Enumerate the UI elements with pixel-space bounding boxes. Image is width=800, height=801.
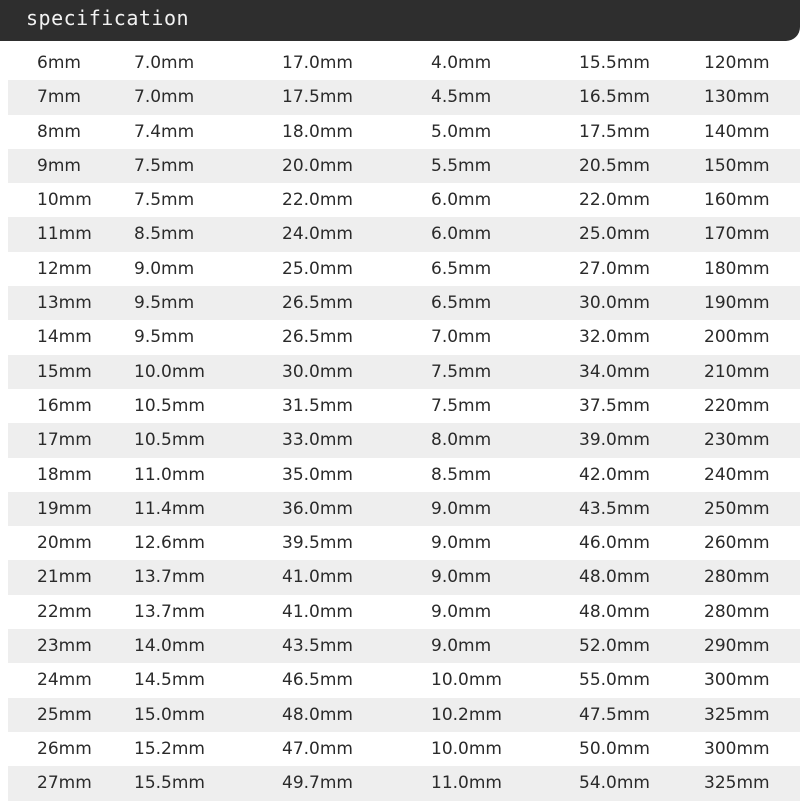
table-cell: 190mm bbox=[704, 293, 770, 314]
table-cell: 8.5mm bbox=[431, 464, 492, 485]
table-cell: 14.0mm bbox=[134, 636, 205, 657]
table-cell: 7.5mm bbox=[431, 395, 492, 416]
table-cell: 15.5mm bbox=[579, 53, 650, 73]
table-cell: 9.0mm bbox=[134, 258, 195, 279]
table-cell: 37.5mm bbox=[579, 395, 650, 416]
table-row bbox=[8, 355, 800, 389]
table-row bbox=[8, 217, 800, 251]
table-cell: 6.5mm bbox=[431, 258, 492, 279]
table-cell: 11.0mm bbox=[134, 464, 205, 485]
table-cell: 26.5mm bbox=[282, 293, 353, 314]
table-cell: 300mm bbox=[704, 738, 770, 759]
table-cell: 48.0mm bbox=[579, 567, 650, 588]
table-cell: 280mm bbox=[704, 567, 770, 588]
table-row bbox=[8, 698, 800, 732]
table-cell: 4.0mm bbox=[431, 53, 492, 73]
table-cell: 9.5mm bbox=[134, 327, 195, 348]
table-cell: 50.0mm bbox=[579, 738, 650, 759]
table-cell: 48.0mm bbox=[579, 601, 650, 622]
table-cell: 24mm bbox=[37, 670, 92, 691]
table-cell: 10.5mm bbox=[134, 395, 205, 416]
table-cell: 17.5mm bbox=[579, 121, 650, 142]
table-cell: 18.0mm bbox=[282, 121, 353, 142]
table-cell: 22mm bbox=[37, 601, 92, 622]
table-row bbox=[8, 423, 800, 457]
table-cell: 10.5mm bbox=[134, 430, 205, 451]
table-cell: 8.5mm bbox=[134, 224, 195, 245]
table-cell: 22.0mm bbox=[579, 190, 650, 211]
table-cell: 12mm bbox=[37, 258, 92, 279]
table-cell: 7.0mm bbox=[431, 327, 492, 348]
table-cell: 7.5mm bbox=[431, 361, 492, 382]
table-cell: 280mm bbox=[704, 601, 770, 622]
table-cell: 13.7mm bbox=[134, 567, 205, 588]
table-cell: 26mm bbox=[37, 738, 92, 759]
table-row bbox=[8, 663, 800, 697]
table-cell: 11mm bbox=[37, 224, 92, 245]
table-row bbox=[8, 183, 800, 217]
table-cell: 10.0mm bbox=[431, 670, 502, 691]
table-cell: 14.5mm bbox=[134, 670, 205, 691]
table-cell: 170mm bbox=[704, 224, 770, 245]
page-title: specification bbox=[26, 6, 190, 30]
table-row bbox=[8, 766, 800, 800]
table-cell: 22.0mm bbox=[282, 190, 353, 211]
table-cell: 18mm bbox=[37, 464, 92, 485]
table-cell: 15.5mm bbox=[134, 773, 205, 794]
table-cell: 54.0mm bbox=[579, 773, 650, 794]
table-cell: 21mm bbox=[37, 567, 92, 588]
table-cell: 8mm bbox=[37, 121, 81, 142]
table-cell: 47.0mm bbox=[282, 738, 353, 759]
table-cell: 9mm bbox=[37, 155, 81, 176]
table-cell: 240mm bbox=[704, 464, 770, 485]
table-cell: 11.4mm bbox=[134, 498, 205, 519]
table-cell: 260mm bbox=[704, 533, 770, 554]
table-cell: 7.5mm bbox=[134, 155, 195, 176]
table-cell: 230mm bbox=[704, 430, 770, 451]
table-row bbox=[8, 560, 800, 594]
table-cell: 250mm bbox=[704, 498, 770, 519]
table-cell: 11.0mm bbox=[431, 773, 502, 794]
table-cell: 48.0mm bbox=[282, 704, 353, 725]
table-cell: 6.0mm bbox=[431, 190, 492, 211]
table-cell: 9.0mm bbox=[431, 567, 492, 588]
table-cell: 9.0mm bbox=[431, 636, 492, 657]
table-cell: 34.0mm bbox=[579, 361, 650, 382]
table-row bbox=[8, 629, 800, 663]
table-row bbox=[8, 80, 800, 114]
table-cell: 7.0mm bbox=[134, 53, 195, 73]
table-row bbox=[8, 286, 800, 320]
table-cell: 32.0mm bbox=[579, 327, 650, 348]
table-row bbox=[8, 389, 800, 423]
table-cell: 52.0mm bbox=[579, 636, 650, 657]
table-cell: 9.5mm bbox=[134, 293, 195, 314]
table-cell: 9.0mm bbox=[431, 533, 492, 554]
table-row bbox=[8, 492, 800, 526]
table-cell: 180mm bbox=[704, 258, 770, 279]
table-cell: 46.5mm bbox=[282, 670, 353, 691]
table-cell: 6.0mm bbox=[431, 224, 492, 245]
table-cell: 160mm bbox=[704, 190, 770, 211]
table-cell: 6mm bbox=[37, 53, 81, 73]
table-cell: 9.0mm bbox=[431, 498, 492, 519]
table-cell: 39.0mm bbox=[579, 430, 650, 451]
table-cell: 41.0mm bbox=[282, 567, 353, 588]
table-cell: 130mm bbox=[704, 87, 770, 108]
table-cell: 23mm bbox=[37, 636, 92, 657]
table-cell: 6.5mm bbox=[431, 293, 492, 314]
table-cell: 10.0mm bbox=[134, 361, 205, 382]
table-row bbox=[8, 458, 800, 492]
table-cell: 17mm bbox=[37, 430, 92, 451]
table-cell: 140mm bbox=[704, 121, 770, 142]
header-bar bbox=[0, 0, 800, 41]
table-cell: 33.0mm bbox=[282, 430, 353, 451]
table-cell: 35.0mm bbox=[282, 464, 353, 485]
table-cell: 47.5mm bbox=[579, 704, 650, 725]
table-cell: 55.0mm bbox=[579, 670, 650, 691]
table-cell: 39.5mm bbox=[282, 533, 353, 554]
table-cell: 290mm bbox=[704, 636, 770, 657]
table-cell: 41.0mm bbox=[282, 601, 353, 622]
table-cell: 16.5mm bbox=[579, 87, 650, 108]
table-cell: 5.5mm bbox=[431, 155, 492, 176]
table-cell: 17.0mm bbox=[282, 53, 353, 73]
table-cell: 7.5mm bbox=[134, 190, 195, 211]
table-cell: 30.0mm bbox=[282, 361, 353, 382]
table-row bbox=[8, 252, 800, 286]
table-cell: 120mm bbox=[704, 53, 770, 73]
table-cell: 25.0mm bbox=[579, 224, 650, 245]
table-row bbox=[8, 149, 800, 183]
table-cell: 200mm bbox=[704, 327, 770, 348]
table-cell: 13mm bbox=[37, 293, 92, 314]
table-cell: 14mm bbox=[37, 327, 92, 348]
table-cell: 325mm bbox=[704, 704, 770, 725]
table-cell: 17.5mm bbox=[282, 87, 353, 108]
table-cell: 5.0mm bbox=[431, 121, 492, 142]
table-cell: 15.2mm bbox=[134, 738, 205, 759]
table-cell: 220mm bbox=[704, 395, 770, 416]
table-cell: 12.6mm bbox=[134, 533, 205, 554]
table-cell: 27mm bbox=[37, 773, 92, 794]
table-cell: 150mm bbox=[704, 155, 770, 176]
table-cell: 15.0mm bbox=[134, 704, 205, 725]
table-cell: 7.4mm bbox=[134, 121, 195, 142]
table-cell: 26.5mm bbox=[282, 327, 353, 348]
table-row bbox=[8, 320, 800, 354]
table-row bbox=[8, 595, 800, 629]
table-cell: 46.0mm bbox=[579, 533, 650, 554]
table-cell: 43.5mm bbox=[579, 498, 650, 519]
table-cell: 31.5mm bbox=[282, 395, 353, 416]
table-cell: 300mm bbox=[704, 670, 770, 691]
table-cell: 13.7mm bbox=[134, 601, 205, 622]
table-cell: 36.0mm bbox=[282, 498, 353, 519]
table-cell: 7mm bbox=[37, 87, 81, 108]
table-cell: 9.0mm bbox=[431, 601, 492, 622]
table-row bbox=[8, 115, 800, 149]
table-cell: 27.0mm bbox=[579, 258, 650, 279]
table-cell: 8.0mm bbox=[431, 430, 492, 451]
table-cell: 7.0mm bbox=[134, 87, 195, 108]
table-row bbox=[8, 526, 800, 560]
table-cell: 25.0mm bbox=[282, 258, 353, 279]
table-cell: 43.5mm bbox=[282, 636, 353, 657]
table-row bbox=[8, 46, 800, 80]
table-cell: 20.5mm bbox=[579, 155, 650, 176]
table-cell: 42.0mm bbox=[579, 464, 650, 485]
table-cell: 19mm bbox=[37, 498, 92, 519]
table-cell: 10.2mm bbox=[431, 704, 502, 725]
table-cell: 49.7mm bbox=[282, 773, 353, 794]
table-cell: 210mm bbox=[704, 361, 770, 382]
table-cell: 20.0mm bbox=[282, 155, 353, 176]
table-cell: 15mm bbox=[37, 361, 92, 382]
table-row bbox=[8, 732, 800, 766]
table-cell: 10mm bbox=[37, 190, 92, 211]
specification-table bbox=[8, 46, 800, 801]
table-cell: 20mm bbox=[37, 533, 92, 554]
table-cell: 325mm bbox=[704, 773, 770, 794]
table-cell: 24.0mm bbox=[282, 224, 353, 245]
table-cell: 4.5mm bbox=[431, 87, 492, 108]
table-cell: 16mm bbox=[37, 395, 92, 416]
table-cell: 10.0mm bbox=[431, 738, 502, 759]
table-cell: 30.0mm bbox=[579, 293, 650, 314]
table-cell: 25mm bbox=[37, 704, 92, 725]
